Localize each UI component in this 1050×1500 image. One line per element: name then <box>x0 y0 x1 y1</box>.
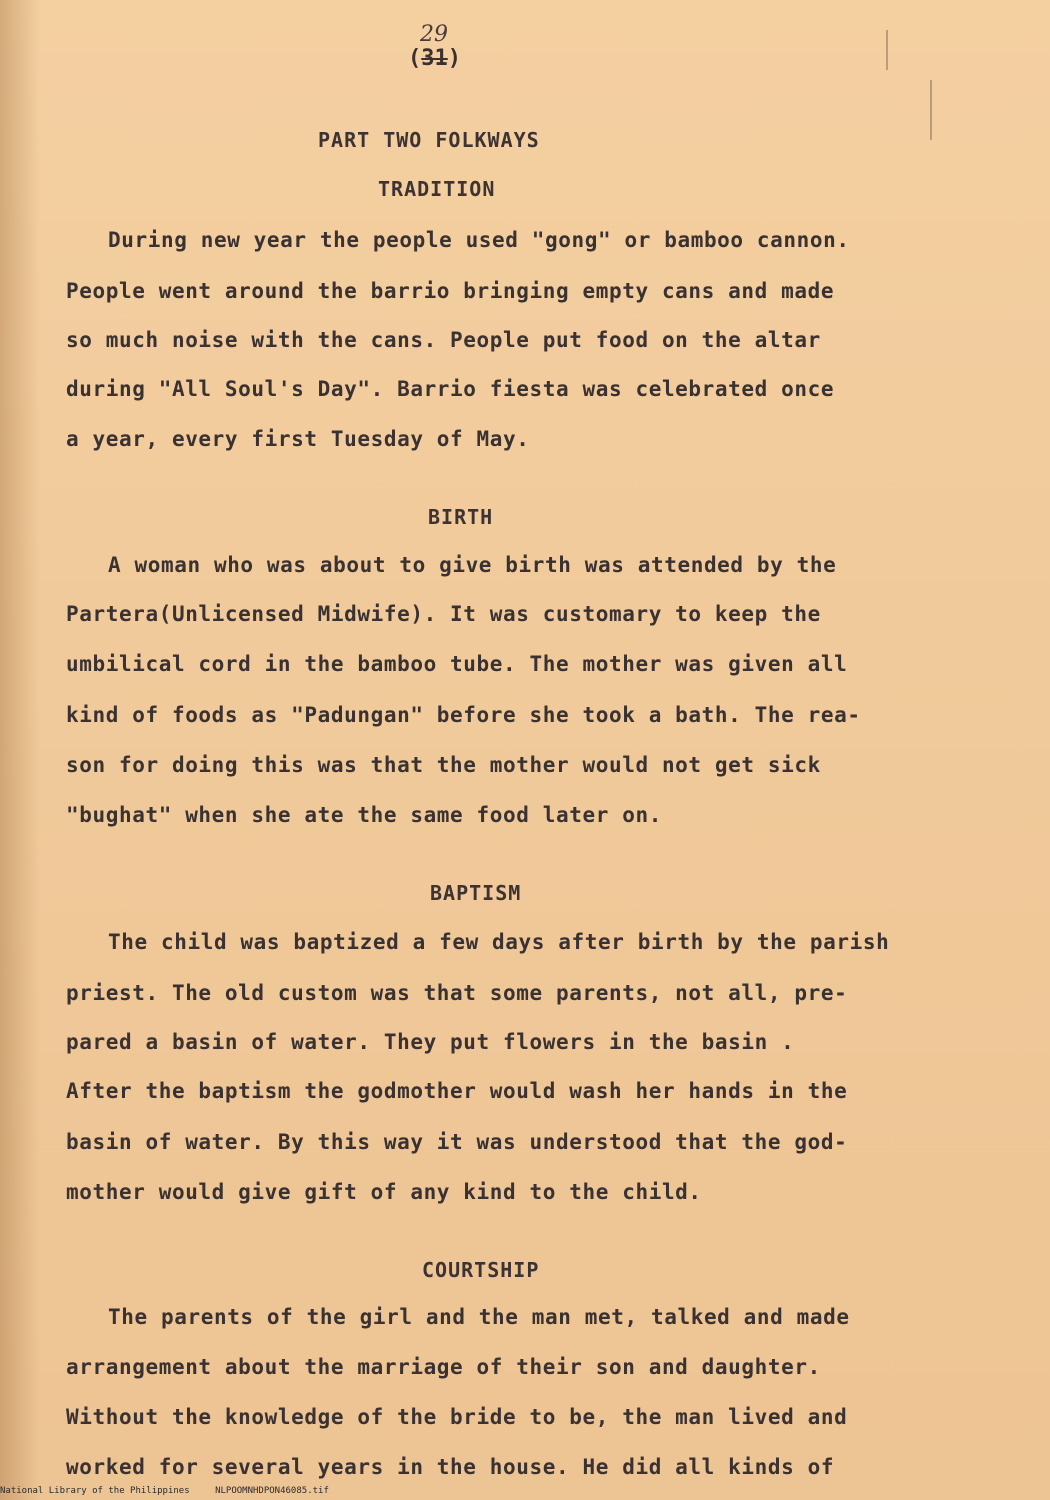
paragraph-line: The parents of the girl and the man met, talked and made <box>108 1305 850 1329</box>
paragraph-line: a year, every first Tuesday of May. <box>66 427 530 451</box>
paragraph-line: basin of water. By this way it was understood that the god- <box>66 1130 848 1154</box>
paragraph-line: arrangement about the marriage of their son and daughter. <box>66 1355 821 1379</box>
footer-filename: NLPOOMNHDPON46085.tif <box>215 1486 329 1496</box>
section-heading-tradition: TRADITION <box>378 177 496 201</box>
footer-institution: National Library of the Philippines <box>0 1486 190 1496</box>
paragraph-line: People went around the barrio bringing empty cans and made <box>66 279 835 303</box>
paragraph-line: umbilical cord in the bamboo tube. The mother was given all <box>66 652 848 676</box>
section-heading-baptism: BAPTISM <box>430 881 522 905</box>
page-title: PART TWO FOLKWAYS <box>318 128 540 152</box>
paragraph-line: After the baptism the godmother would wash her hands in the <box>66 1079 848 1103</box>
struck-page-number: 31 <box>421 46 448 71</box>
typed-page-number <box>408 46 461 71</box>
section-heading-birth: BIRTH <box>428 505 494 529</box>
paragraph-line: Without the knowledge of the bride to be, the man lived and <box>66 1405 848 1429</box>
page-number-close: ) <box>447 46 461 71</box>
paragraph-line: A woman who was about to give birth was attended by the <box>108 553 837 577</box>
paragraph-line: mother would give gift of any kind to the child. <box>66 1180 702 1204</box>
paragraph-line: The child was baptized a few days after birth by the parish <box>108 930 890 954</box>
paragraph-line: pared a basin of water. They put flowers in the basin . <box>66 1030 795 1054</box>
paragraph-line: son for doing this was that the mother would not get sick <box>66 753 821 777</box>
page-number-open: ( <box>408 46 422 71</box>
paragraph-line: "bughat" when she ate the same food later on. <box>66 803 662 827</box>
paragraph-line: worked for several years in the house. He did all kinds of <box>66 1455 835 1479</box>
section-heading-courtship: COURTSHIP <box>422 1258 540 1282</box>
paragraph-line: kind of foods as "Padungan" before she took a bath. The rea- <box>66 703 861 727</box>
paragraph-line: During new year the people used "gong" or bamboo cannon. <box>108 228 850 252</box>
margin-mark <box>930 80 932 140</box>
paragraph-line: Partera(Unlicensed Midwife). It was customary to keep the <box>66 602 821 626</box>
scan-footer <box>0 1486 349 1496</box>
paragraph-line: so much noise with the cans. People put food on the altar <box>66 328 821 352</box>
paragraph-line: priest. The old custom was that some parents, not all, pre- <box>66 981 848 1005</box>
paragraph-line: during "All Soul's Day". Barrio fiesta was celebrated once <box>66 377 835 401</box>
margin-mark <box>886 30 888 70</box>
handwritten-page-number: 29 <box>420 22 448 47</box>
